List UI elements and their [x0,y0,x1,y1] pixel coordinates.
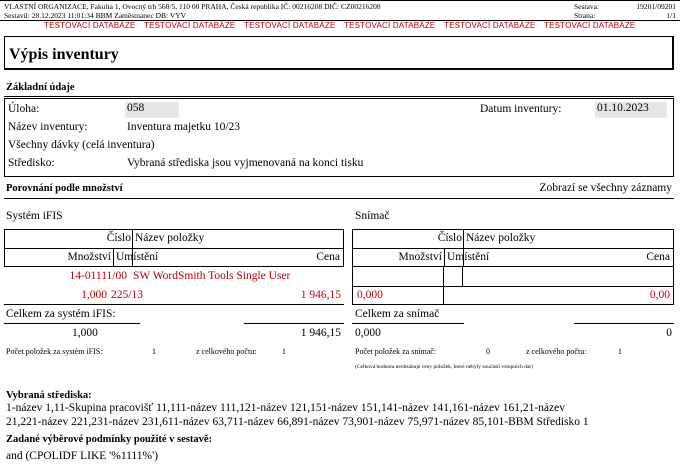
ifis-col-mnozstvi: Množství [67,251,111,263]
test-db-label: TESTOVACÍ DATABÁZE [244,21,336,30]
basic-info-box [4,98,674,177]
scanner-table-header [352,229,674,267]
ifis-row-umisteni: 225/13 [111,289,143,301]
ifis-total-mnozstvi: 1,000 [72,327,98,339]
scanner-of-total-value: 1 [618,347,622,356]
org-line: VLASTNÍ ORGANIZACE, Fakulta 1, Ovocný trh 560/5, 110 00 PRAHA, Česká republika IČ: 00216208 DIČ: CZ00216208 [4,2,381,11]
scanner-of-total-label: z celkového počtu: [526,347,587,356]
ifis-count-label: Počet položek za systém iFIS: [6,347,103,356]
scanner-row-mnozstvi: 0,000 [357,289,383,301]
test-db-label: TESTOVACÍ DATABÁZE [444,21,536,30]
basic-rule [4,96,674,97]
scanner-count-value: 0 [486,347,490,356]
scanner-col-cena: Cena [646,251,670,263]
comparison-note: Zobrazí se všechny záznamy [539,182,672,194]
scanner-row-cena: 0,00 [649,289,670,301]
ifis-table-header [4,229,344,267]
scanner-total-cena: 0 [666,327,672,339]
scanner-heading: Snímač [355,210,390,222]
page-title: Výpis inventury [9,46,119,63]
sestava-label: Sestava: [574,2,599,11]
strana-label: Strana: [574,11,596,20]
test-db-label: TESTOVACÍ DATABÁZE [144,21,236,30]
created-line: Sestavil: 28.12.2023 11:01:34 BBM Zaměstnanec DB: VYV [4,11,187,20]
test-db-label: TESTOVACÍ DATABÁZE [44,21,136,30]
sestava-value: 19201/09201 [636,2,676,11]
nazev-value: Inventura majetku 10/23 [127,121,241,133]
stredisko-value: Vybraná střediska jsou vyjmenovaná na konci tisku [127,157,364,169]
ifis-row-rule [4,304,344,305]
ifis-row-cislo: 14-01111/00 [69,270,127,282]
scanner-row-rule [352,304,674,305]
stredisko-label: Středisko: [8,157,55,169]
scanner-col-nazev: Název položky [466,232,536,244]
test-db-label: TESTOVACÍ DATABÁZE [544,21,636,30]
scanner-total-mnozstvi: 0,000 [355,327,381,339]
centers-line-1: 1-název 1,11-Skupina pracovišť 11,111-název 111,121-název 121,151-název 151,141-název 141,161-název 161,21-název [6,402,565,414]
scanner-footnote: (Celková hodnota neobsahuje ceny položek, které nebyly součástí vstupních dat) [355,364,533,370]
ifis-total-label: Celkem za systém iFIS: [6,308,116,320]
conditions-heading: Zadané výběrové podmínky použité v sestavě: [6,434,213,445]
page-title-box [4,36,674,70]
datum-value: 01.10.2023 [595,102,667,118]
ifis-of-total-label: z celkového počtu: [196,347,257,356]
comparison-rule [4,198,674,199]
ifis-total-cena: 1 946,15 [300,327,341,339]
test-db-banner [44,21,644,30]
davky-text: Všechny dávky (celá inventura) [8,139,155,151]
uloha-value: 058 [125,102,179,118]
strana-value: 1/1 [666,11,676,20]
scanner-count-label: Počet položek za snímač: [355,347,437,356]
ifis-heading: Systém iFIS [6,210,63,222]
ifis-count-value: 1 [152,347,156,356]
conditions-value: and (CPOLIDF LIKE '%1111%') [6,450,159,462]
ifis-row-nazev: SW WordSmith Tools Single User [133,270,291,282]
test-db-label: TESTOVACÍ DATABÁZE [344,21,436,30]
scanner-total-label: Celkem za snímač [355,308,440,320]
ifis-col-cislo: Číslo [106,232,131,244]
header-top-rule [0,0,680,1]
centers-heading: Vybraná střediska: [6,390,92,401]
scanner-col-mnozstvi: Množství [398,251,442,263]
comparison-heading: Porovnání podle množství [6,183,123,194]
ifis-col-cena: Cena [316,251,340,263]
ifis-row-mnozstvi: 1,000 [81,289,107,301]
ifis-col-nazev: Název položky [135,232,205,244]
uloha-label: Úloha: [8,103,40,115]
ifis-col-umisteni: Umístění [116,251,159,263]
ifis-row-cena: 1 946,15 [300,289,341,301]
scanner-col-umisteni: Umístění [447,251,490,263]
nazev-label: Název inventury: [8,121,88,133]
ifis-of-total-value: 1 [282,347,286,356]
basic-heading: Základní údaje [6,82,75,93]
datum-label: Datum inventury: [480,103,562,115]
centers-line-2: 21,221-název 221,231-název 231,611-název 63,711-název 66,891-název 73,901-název 75,971-název 85,101-BBM Středisko 1 [6,416,589,428]
scanner-col-cislo: Číslo [437,232,462,244]
